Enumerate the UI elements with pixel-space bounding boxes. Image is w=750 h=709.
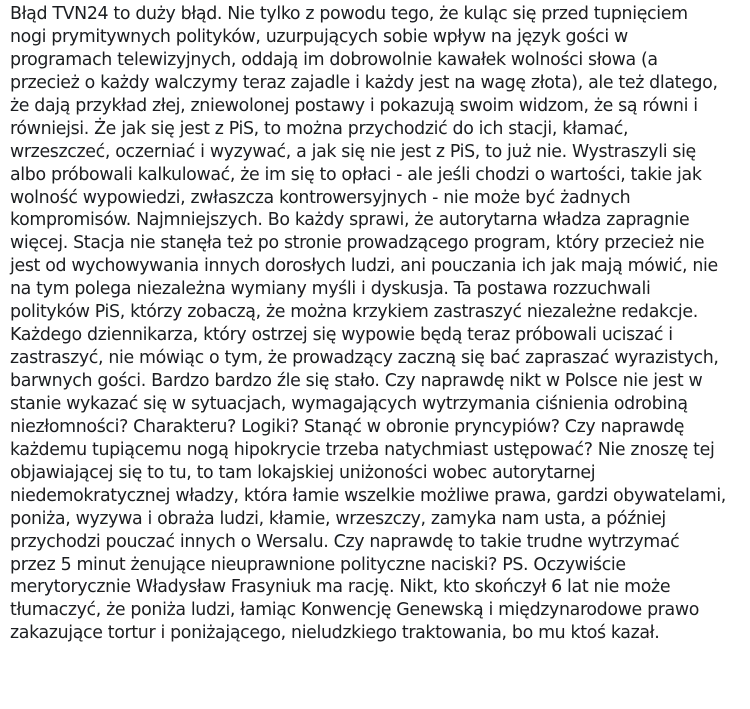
post-line: przez 5 minut żenujące nieuprawnione polityczne naciski? PS. Oczywiście xyxy=(10,554,626,575)
post-line: zastraszyć, nie mówiąc o tym, że prowadzący zaczną się bać zapraszać wyrazistych, xyxy=(10,348,719,369)
post-line: tłumaczyć, że poniża ludzi, łamiąc Konwencję Genewską i międzynarodowe prawo xyxy=(10,600,700,621)
post-line: kompromisów. Najmniejszych. Bo każdy sprawi, że autorytarna władza zapragnie xyxy=(10,210,690,231)
post-line: stanie wykazać się w sytuacjach, wymagających wytrzymania ciśnienia odrobiną xyxy=(10,393,688,414)
post-line: Błąd TVN24 to duży błąd. Nie tylko z powodu tego, że kuląc się przed tupnięciem xyxy=(10,4,688,24)
post-line: przecież o każdy walczymy teraz zajadle i każdy jest na wagę złota), ale też dlatego, xyxy=(10,72,718,93)
post-line: niedemokratycznej władzy, która łamie wszelkie możliwe prawa, gardzi obywatelami, xyxy=(10,485,726,506)
post-line: każdemu tupiącemu nogą hipokrycie trzeba natychmiast ustępować? Nie znoszę tej xyxy=(10,439,715,460)
post-line: niezłomności? Charakteru? Logiki? Stanąć w obronie pryncypiów? Czy naprawdę xyxy=(10,416,685,437)
post-line: albo próbowali kalkulować, że im się to opłaci - ale jeśli chodzi o wartości, takie jak xyxy=(10,164,702,185)
post-line: nogi prymitywnych polityków, uzurpujących sobie wpływ na język gości w xyxy=(10,26,628,47)
post-line: więcej. Stacja nie stanęła też po stronie prowadzącego program, który przecież nie xyxy=(10,233,705,254)
post-line: równiejsi. Że jak się jest z PiS, to można przychodzić do ich stacji, kłamać, xyxy=(10,118,629,139)
post-text xyxy=(10,3,750,645)
post-line: wolność wypowiedzi, zwłaszcza kontrowersyjnych - nie może być żadnych xyxy=(10,187,631,208)
post-line: jest od wychowywania innych dorosłych ludzi, ani pouczania ich jak mają mówić, nie xyxy=(10,256,718,277)
post-line: na tym polega niezależna wymiany myśli i dyskusja. Ta postawa rozzuchwali xyxy=(10,279,651,300)
post-line: przychodzi pouczać innych o Wersalu. Czy naprawdę to takie trudne wytrzymać xyxy=(10,531,680,552)
post-line: wrzeszczeć, oczerniać i wyzywać, a jak się nie jest z PiS, to już nie. Wystraszyli się xyxy=(10,141,696,162)
post-line: poniża, wyzywa i obraża ludzi, kłamie, wrzeszczy, zamyka nam usta, a później xyxy=(10,508,666,529)
post-line: merytorycznie Władysław Frasyniuk ma rację. Nikt, kto skończył 6 lat nie może xyxy=(10,577,671,598)
post-line: zakazujące tortur i poniżającego, nieludzkiego traktowania, bo mu ktoś kazał. xyxy=(10,623,660,644)
post-line: polityków PiS, którzy zobaczą, że można krzykiem zastraszyć niezależne redakcje. xyxy=(10,302,698,323)
post-line: programach telewizyjnych, oddają im dobrowolnie kawałek wolności słowa (a xyxy=(10,49,658,70)
post-line: że dają przykład złej, zniewolonej postawy i pokazują swoim widzom, że są równi i xyxy=(10,95,698,116)
post-line: objawiającej się to tu, to tam lokajskiej uniżoności wobec autorytarnej xyxy=(10,462,596,483)
post-line: Każdego dziennikarza, który ostrzej się wypowie będą teraz próbowali uciszać i xyxy=(10,325,673,346)
post-line: barwnych gości. Bardzo bardzo źle się stało. Czy naprawdę nikt w Polsce nie jest w xyxy=(10,371,703,391)
